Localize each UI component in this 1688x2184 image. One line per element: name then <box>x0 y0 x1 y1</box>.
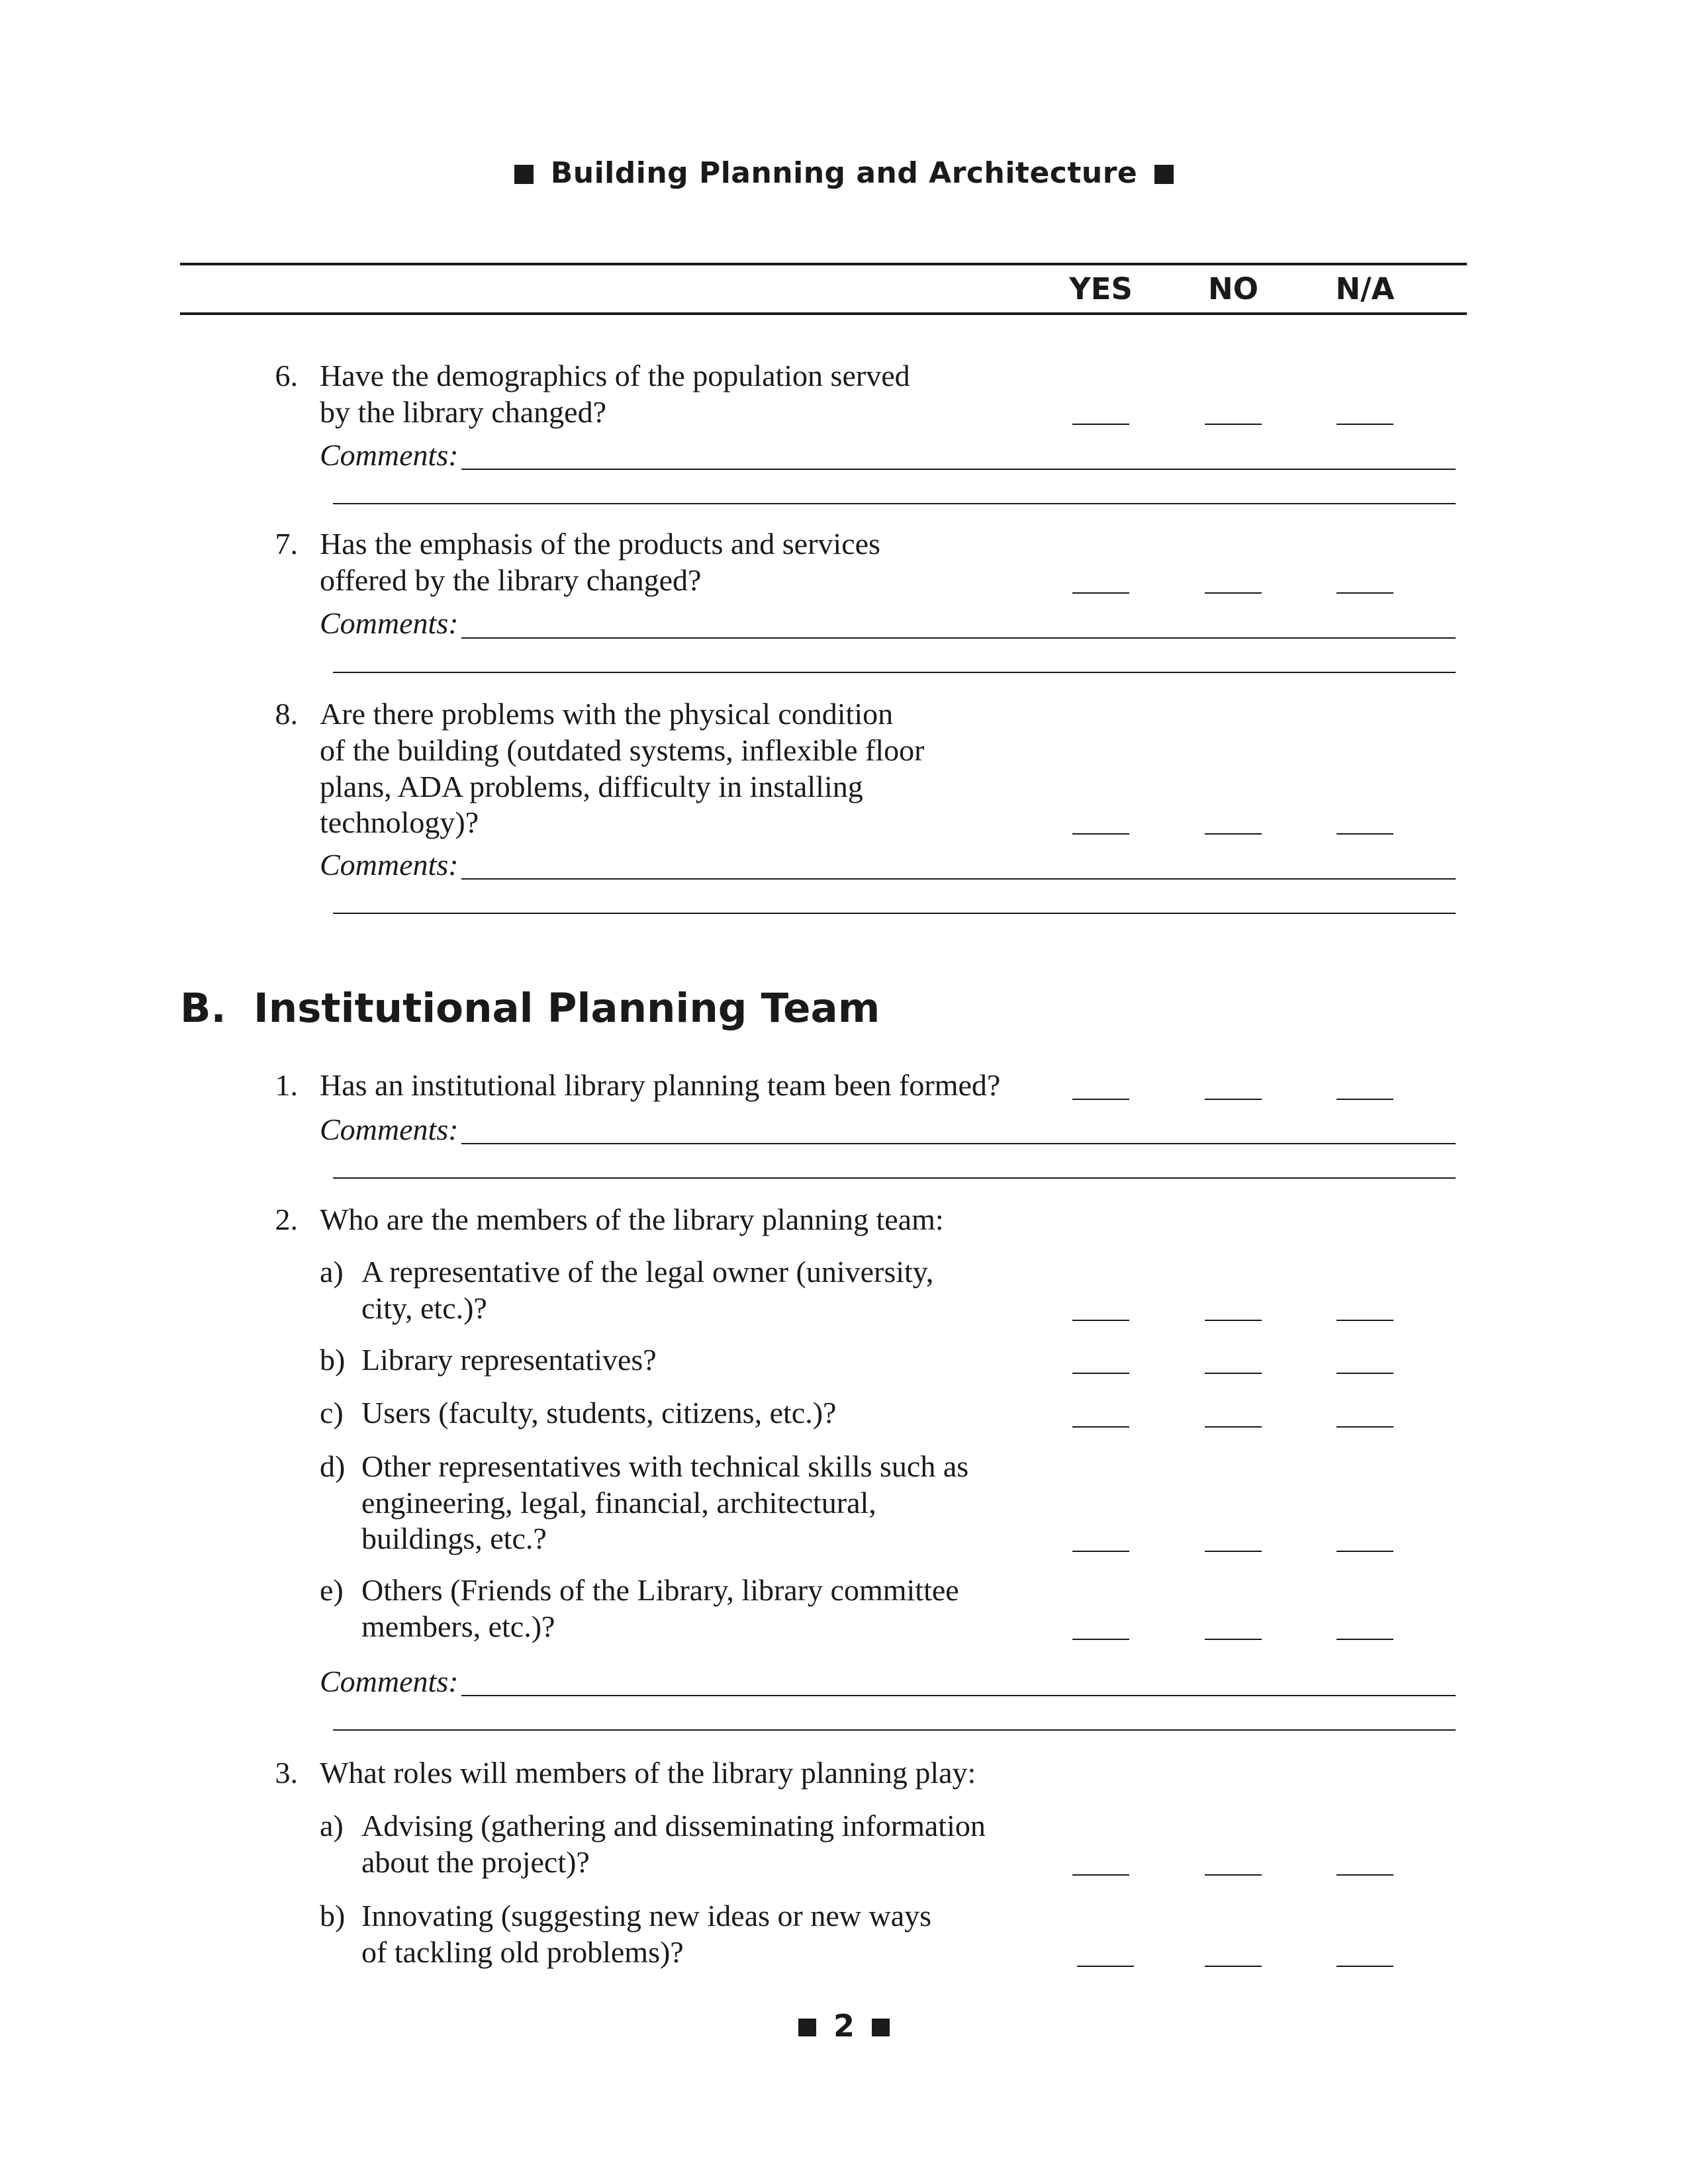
comments-label: Comments: <box>320 606 459 640</box>
yes-answer-blank[interactable] <box>1072 1373 1129 1374</box>
sub-item-letter: c) <box>320 1396 344 1430</box>
sub-item-text: Users (faculty, students, citizens, etc.)? <box>361 1396 837 1430</box>
no-answer-blank[interactable] <box>1205 1639 1262 1640</box>
comments-line[interactable] <box>461 469 1456 470</box>
sub-item-text: buildings, etc.? <box>361 1522 547 1555</box>
comments-line[interactable] <box>461 878 1456 880</box>
question-text: What roles will members of the library planning play: <box>320 1756 976 1790</box>
yes-answer-blank[interactable] <box>1072 1320 1129 1321</box>
question-text: Has the emphasis of the products and services <box>320 527 880 561</box>
sub-item-text: Advising (gathering and disseminating information <box>361 1809 986 1843</box>
question-text: Are there problems with the physical condition <box>320 697 894 731</box>
sub-item-text: A representative of the legal owner (university, <box>361 1255 934 1289</box>
question-text: by the library changed? <box>320 395 606 429</box>
running-header <box>0 156 1688 190</box>
na-answer-blank[interactable] <box>1336 424 1393 425</box>
comments-label: Comments: <box>320 1664 459 1698</box>
column-yes: YES <box>1069 271 1133 306</box>
yes-answer-blank[interactable] <box>1072 1099 1129 1100</box>
column-no: NO <box>1208 271 1258 306</box>
comments-line[interactable] <box>461 637 1456 639</box>
sub-item-text: Library representatives? <box>361 1343 657 1377</box>
na-answer-blank[interactable] <box>1336 1966 1393 1967</box>
no-answer-blank[interactable] <box>1205 1099 1262 1100</box>
comments-line[interactable] <box>333 913 1456 914</box>
no-answer-blank[interactable] <box>1205 833 1262 835</box>
na-answer-blank[interactable] <box>1336 1099 1393 1100</box>
sub-item-text: Innovating (suggesting new ideas or new ways <box>361 1899 932 1933</box>
question-number: 6. <box>275 359 298 392</box>
no-answer-blank[interactable] <box>1205 1874 1262 1876</box>
comments-label: Comments: <box>320 848 459 882</box>
no-answer-blank[interactable] <box>1205 424 1262 425</box>
no-answer-blank[interactable] <box>1205 1320 1262 1321</box>
square-bullet-icon <box>514 165 534 184</box>
na-answer-blank[interactable] <box>1336 592 1393 594</box>
yes-answer-blank[interactable] <box>1072 1874 1129 1876</box>
question-text: plans, ADA problems, difficulty in installing <box>320 770 863 803</box>
sub-item-text: Other representatives with technical skills such as <box>361 1449 969 1483</box>
no-answer-blank[interactable] <box>1205 1966 1262 1967</box>
no-answer-blank[interactable] <box>1205 592 1262 594</box>
question-text: Who are the members of the library planning team: <box>320 1203 944 1236</box>
sub-item-letter: b) <box>320 1343 346 1377</box>
column-na: N/A <box>1335 271 1395 306</box>
no-answer-blank[interactable] <box>1205 1551 1262 1552</box>
na-answer-blank[interactable] <box>1336 1874 1393 1876</box>
na-answer-blank[interactable] <box>1336 1551 1393 1552</box>
comments-line[interactable] <box>333 1729 1456 1731</box>
question-number: 1. <box>275 1068 298 1102</box>
sub-item-letter: b) <box>320 1899 346 1933</box>
yes-answer-blank[interactable] <box>1077 1966 1134 1967</box>
sub-item-letter: e) <box>320 1573 344 1607</box>
na-answer-blank[interactable] <box>1336 1320 1393 1321</box>
running-header-title: Building Planning and Architecture <box>550 156 1138 190</box>
sub-item-letter: a) <box>320 1809 344 1843</box>
na-answer-blank[interactable] <box>1336 1373 1393 1374</box>
header-top-rule <box>180 263 1467 265</box>
question-number: 2. <box>275 1203 298 1236</box>
page-number: 2 <box>833 2008 855 2044</box>
na-answer-blank[interactable] <box>1336 1639 1393 1640</box>
na-answer-blank[interactable] <box>1336 833 1393 835</box>
comments-line[interactable] <box>333 1177 1456 1179</box>
comments-label: Comments: <box>320 438 459 472</box>
question-number: 8. <box>275 697 298 731</box>
question-text: Has an institutional library planning team been formed? <box>320 1068 1001 1102</box>
comments-line[interactable] <box>333 672 1456 673</box>
comments-line[interactable] <box>461 1143 1456 1144</box>
sub-item-text: Others (Friends of the Library, library committee <box>361 1573 959 1607</box>
square-bullet-icon <box>872 2019 890 2036</box>
yes-answer-blank[interactable] <box>1072 1639 1129 1640</box>
page-footer <box>0 2008 1688 2044</box>
sub-item-letter: a) <box>320 1255 344 1289</box>
question-text: Have the demographics of the population served <box>320 359 910 392</box>
no-answer-blank[interactable] <box>1205 1426 1262 1428</box>
sub-item-text: members, etc.)? <box>361 1610 555 1643</box>
sub-item-text: about the project)? <box>361 1845 590 1879</box>
yes-answer-blank[interactable] <box>1072 424 1129 425</box>
comments-label: Comments: <box>320 1113 459 1146</box>
square-bullet-icon <box>1154 165 1174 184</box>
header-bottom-rule <box>180 312 1467 315</box>
section-title: Institutional Planning Team <box>254 985 880 1032</box>
no-answer-blank[interactable] <box>1205 1373 1262 1374</box>
question-text: of the building (outdated systems, inflexible floor <box>320 733 925 767</box>
question-number: 7. <box>275 527 298 561</box>
comments-line[interactable] <box>333 503 1456 504</box>
comments-line[interactable] <box>461 1695 1456 1696</box>
sub-item-text: of tackling old problems)? <box>361 1935 684 1969</box>
sub-item-text: city, etc.)? <box>361 1291 487 1325</box>
question-text: offered by the library changed? <box>320 563 702 597</box>
sub-item-letter: d) <box>320 1449 346 1483</box>
yes-answer-blank[interactable] <box>1072 833 1129 835</box>
section-letter: B. <box>180 985 226 1032</box>
yes-answer-blank[interactable] <box>1072 592 1129 594</box>
question-text: technology)? <box>320 805 479 839</box>
question-number: 3. <box>275 1756 298 1790</box>
yes-answer-blank[interactable] <box>1072 1426 1129 1428</box>
square-bullet-icon <box>798 2019 816 2036</box>
sub-item-text: engineering, legal, financial, architectural, <box>361 1486 876 1520</box>
na-answer-blank[interactable] <box>1336 1426 1393 1428</box>
yes-answer-blank[interactable] <box>1072 1551 1129 1552</box>
